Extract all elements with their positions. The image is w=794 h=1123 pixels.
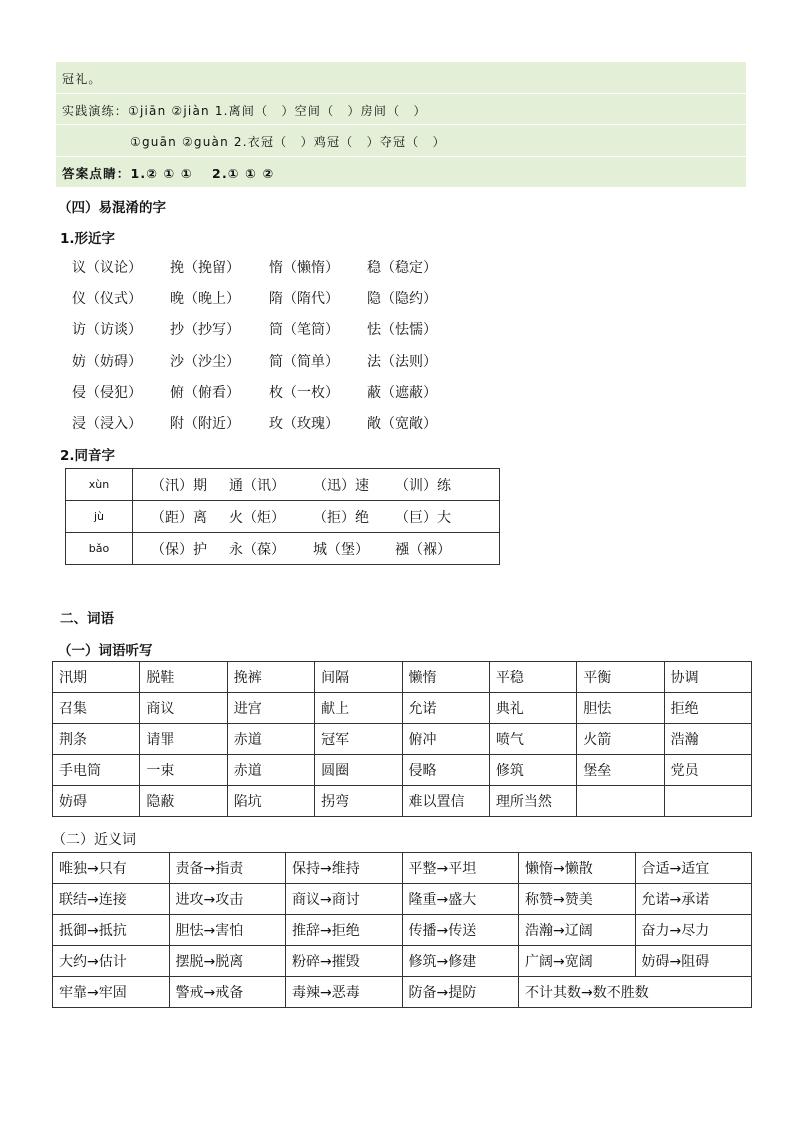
similar-char-item: 隋（隋代） — [269, 291, 339, 308]
homophone-word: 襁（褓） — [395, 541, 451, 558]
dictation-cell: 难以置信 — [402, 786, 489, 817]
homophone-word: 城（堡） — [313, 541, 369, 558]
homophone-table — [65, 468, 500, 565]
dictation-cell: 隐蔽 — [140, 786, 227, 817]
dictation-cell: 荆条 — [53, 724, 140, 755]
similar-char-item: 仪（仪式） — [72, 291, 142, 308]
similar-char-item: 稳（稳定） — [367, 260, 437, 276]
dictation-cell: 请罪 — [140, 724, 227, 755]
similar-char-item: 浸（浸入） — [72, 416, 142, 432]
dictation-cell: 赤道 — [227, 755, 314, 786]
tip-line-1: 冠礼。 — [62, 72, 102, 86]
synonym-cell: 隆重→盛大 — [402, 884, 519, 915]
dictation-cell: 脱鞋 — [140, 662, 227, 693]
synonym-cell: 传播→传送 — [402, 915, 519, 946]
dictation-cell: 圆圈 — [315, 755, 402, 786]
synonym-cell: 妨碍→阻碍 — [635, 946, 752, 977]
table-row — [53, 786, 752, 817]
homophone-word: （训）练 — [395, 477, 451, 494]
synonym-cell: 不计其数→数不胜数 — [519, 977, 752, 1008]
synonym-cell: 推辞→拒绝 — [286, 915, 403, 946]
dictation-table — [52, 661, 752, 817]
homophone-word: （迅）速 — [313, 477, 369, 494]
dictation-cell: 一束 — [140, 755, 227, 786]
synonym-cell: 允诺→承诺 — [635, 884, 752, 915]
table-row — [66, 469, 500, 501]
homophone-word: 永（葆） — [229, 541, 285, 558]
homophone-word: 火（炬） — [229, 509, 285, 526]
tip-divider — [56, 156, 746, 157]
dictation-cell: 献上 — [315, 693, 402, 724]
similar-char-item: 妨（妨碍） — [72, 353, 142, 370]
dictation-cell: 喷气 — [489, 724, 576, 755]
similar-char-item: 附（附近） — [170, 416, 240, 432]
homophones-title: 2.同音字 — [60, 448, 116, 464]
dictation-cell: 协调 — [664, 662, 751, 693]
synonym-cell: 修筑→修建 — [402, 946, 519, 977]
dictation-cell: 间隔 — [315, 662, 402, 693]
tip-line-2 — [62, 102, 427, 119]
dictation-cell: 平稳 — [489, 662, 576, 693]
synonym-cell: 摆脱→脱离 — [169, 946, 286, 977]
synonym-cell: 抵御→抵抗 — [53, 915, 170, 946]
homophone-words-cell — [133, 501, 500, 533]
synonym-cell: 平整→平坦 — [402, 853, 519, 884]
similar-char-item: 惰（懒惰） — [269, 260, 339, 276]
dictation-cell: 挽裤 — [227, 662, 314, 693]
dictation-cell: 胆怯 — [577, 693, 664, 724]
synonym-cell: 合适→适宜 — [635, 853, 752, 884]
table-row — [53, 884, 752, 915]
similar-char-item: 法（法则） — [367, 353, 437, 370]
similar-char-item: 晚（晚上） — [170, 291, 240, 308]
dictation-cell: 典礼 — [489, 693, 576, 724]
tip-box — [56, 62, 746, 187]
homophone-word: （保）护 — [151, 541, 207, 558]
synonym-cell: 毒辣→恶毒 — [286, 977, 403, 1008]
similar-char-item: 俯（俯看） — [170, 384, 240, 401]
synonym-cell: 称赞→赞美 — [519, 884, 636, 915]
dictation-cell: 赤道 — [227, 724, 314, 755]
table-row — [53, 724, 752, 755]
similar-char-item: 抄（抄写） — [170, 322, 240, 339]
synonym-cell: 懒惰→懒散 — [519, 853, 636, 884]
similar-char-item: 议（议论） — [72, 260, 142, 276]
synonym-cell: 警戒→戒备 — [169, 977, 286, 1008]
practice-question-2: 2.衣冠（ ）鸡冠（ ）夺冠（ ） — [233, 135, 446, 149]
table-row — [53, 946, 752, 977]
table-row — [66, 501, 500, 533]
synonym-cell: 浩瀚→辽阔 — [519, 915, 636, 946]
similar-char-item: 枚（一枚） — [269, 384, 339, 401]
dictation-cell: 妨碍 — [53, 786, 140, 817]
practice-question-1: 1.离间（ ）空间（ ）房间（ ） — [214, 104, 427, 118]
similar-char-item: 沙（沙尘） — [170, 353, 240, 370]
similar-char-item: 怯（怯懦） — [367, 322, 437, 339]
synonym-cell: 进攻→攻击 — [169, 884, 286, 915]
dictation-cell: 商议 — [140, 693, 227, 724]
synonym-cell: 牢靠→牢固 — [53, 977, 170, 1008]
synonym-cell: 胆怯→害怕 — [169, 915, 286, 946]
dictation-cell: 懒惰 — [402, 662, 489, 693]
section-2-title: 二、词语 — [60, 611, 114, 627]
dictation-cell: 拒绝 — [664, 693, 751, 724]
similar-char-item: 侵（侵犯） — [72, 384, 142, 401]
similar-chars-title: 1.形近字 — [60, 231, 116, 247]
dictation-cell: 党员 — [664, 755, 751, 786]
table-row — [53, 853, 752, 884]
dictation-cell: 俯冲 — [402, 724, 489, 755]
practice-readings-1: ①jiān ②jiàn — [128, 104, 210, 118]
pinyin-cell: bǎo — [66, 533, 133, 565]
practice-label: 实践演练： — [62, 104, 129, 118]
homophone-word: （汛）期 — [151, 477, 207, 494]
tip-divider — [56, 124, 746, 125]
synonym-cell: 奋力→尽力 — [635, 915, 752, 946]
homophone-word: 通（讯） — [229, 477, 285, 494]
synonyms-title: （二）近义词 — [52, 832, 136, 848]
table-row — [66, 533, 500, 565]
pinyin-cell: jù — [66, 501, 133, 533]
synonym-cell: 联结→连接 — [53, 884, 170, 915]
dictation-cell: 手电筒 — [53, 755, 140, 786]
synonym-cell: 防备→提防 — [402, 977, 519, 1008]
table-row — [53, 693, 752, 724]
dictation-cell: 汛期 — [53, 662, 140, 693]
synonym-cell: 保持→维持 — [286, 853, 403, 884]
similar-char-item: 筒（笔筒） — [269, 322, 339, 339]
similar-char-item: 玫（玫瑰） — [269, 416, 339, 432]
similar-char-item: 敞（宽敞） — [367, 416, 437, 432]
table-row — [53, 662, 752, 693]
tip-divider — [56, 93, 746, 94]
answer-line: 答案点睛：1.② ① ① 2.① ① ② — [62, 166, 275, 181]
dictation-cell: 火箭 — [577, 724, 664, 755]
dictation-title: （一）词语听写 — [58, 643, 153, 659]
dictation-cell: 修筑 — [489, 755, 576, 786]
similar-char-item: 蔽（遮蔽） — [367, 384, 437, 401]
homophone-words-cell — [133, 469, 500, 501]
synonym-cell: 责备→指责 — [169, 853, 286, 884]
practice-readings-2: ①guān ②guàn — [130, 135, 229, 149]
synonym-cell: 商议→商讨 — [286, 884, 403, 915]
similar-char-item: 访（访谈） — [72, 322, 142, 339]
homophone-word: （巨）大 — [395, 509, 451, 526]
similar-char-item: 挽（挽留） — [170, 260, 240, 276]
synonym-cell: 大约→估计 — [53, 946, 170, 977]
dictation-cell: 平衡 — [577, 662, 664, 693]
dictation-cell: 侵略 — [402, 755, 489, 786]
dictation-cell: 允诺 — [402, 693, 489, 724]
similar-char-item: 隐（隐约） — [367, 291, 437, 308]
table-row — [53, 977, 752, 1008]
dictation-cell: 浩瀚 — [664, 724, 751, 755]
dictation-cell: 召集 — [53, 693, 140, 724]
dictation-cell — [664, 786, 751, 817]
dictation-cell: 进宫 — [227, 693, 314, 724]
dictation-cell: 堡垒 — [577, 755, 664, 786]
homophone-word: （拒）绝 — [313, 509, 369, 526]
synonym-cell: 广阔→宽阔 — [519, 946, 636, 977]
dictation-cell: 冠军 — [315, 724, 402, 755]
synonym-cell: 粉碎→摧毁 — [286, 946, 403, 977]
synonym-cell: 唯独→只有 — [53, 853, 170, 884]
dictation-cell: 理所当然 — [489, 786, 576, 817]
pinyin-cell: xùn — [66, 469, 133, 501]
synonyms-table — [52, 852, 752, 1008]
similar-char-item: 简（简单） — [269, 353, 339, 370]
table-row — [53, 915, 752, 946]
tip-line-3 — [130, 133, 446, 150]
homophone-word: （距）离 — [151, 509, 207, 526]
dictation-cell — [577, 786, 664, 817]
homophone-words-cell — [133, 533, 500, 565]
table-row — [53, 755, 752, 786]
dictation-cell: 陷坑 — [227, 786, 314, 817]
dictation-cell: 拐弯 — [315, 786, 402, 817]
section-4-title: （四）易混淆的字 — [58, 200, 166, 216]
